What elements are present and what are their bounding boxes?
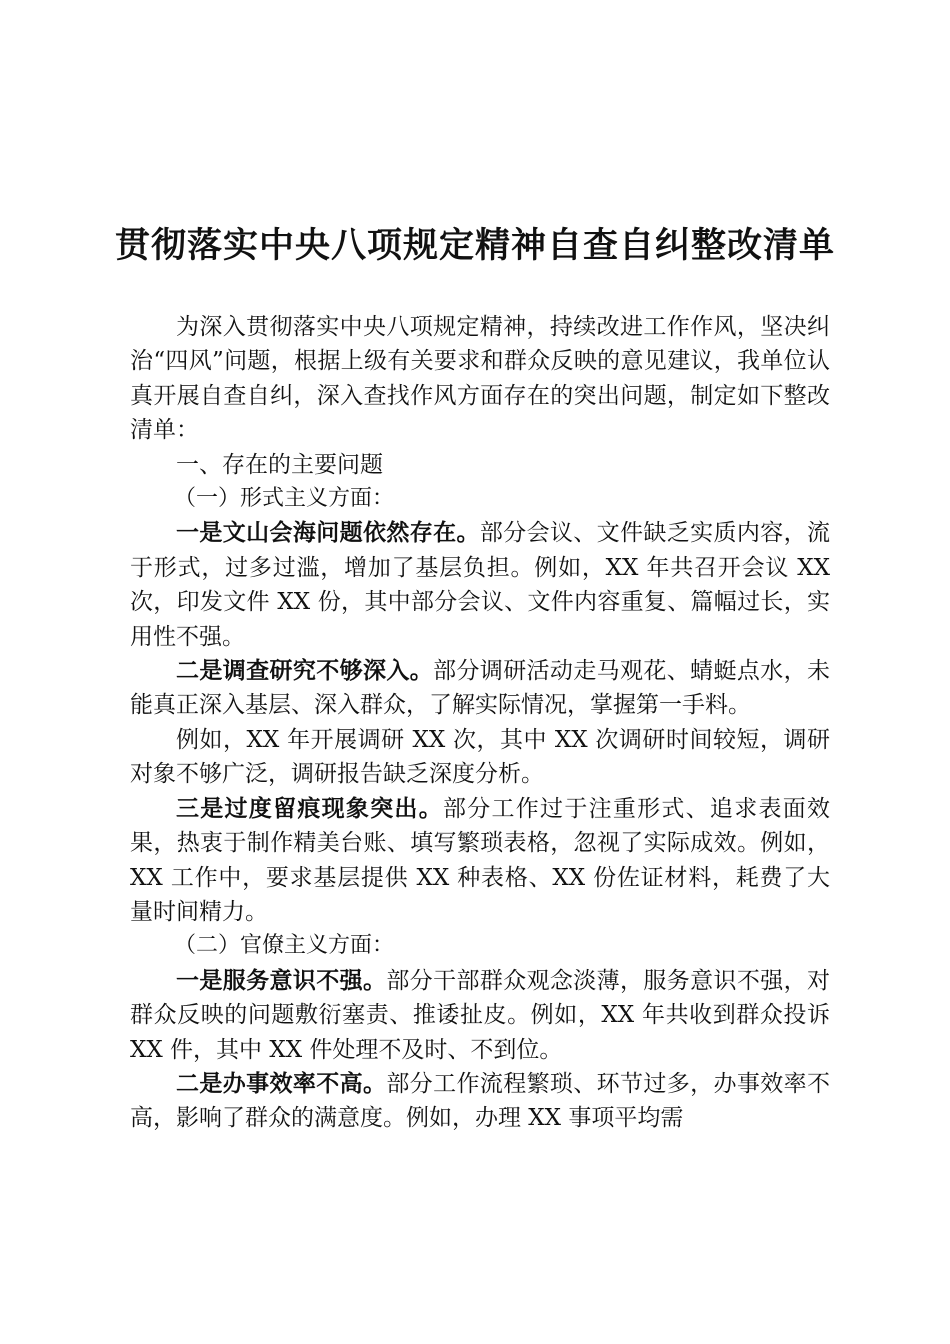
- problem-item-service: [130, 964, 830, 1067]
- problem-lead: 二是调查研究不够深入。: [176, 658, 434, 685]
- intro-paragraph: 为深入贯彻落实中央八项规定精神，持续改进工作作风，坚决纠治“四风”问题，根据上级有关要求和群众反映的意见建议，我单位认真开展自查自纠，深入查找作风方面存在的突出问题，制定如下整改清单：: [130, 314, 830, 444]
- problem-item-meetings: [130, 516, 830, 654]
- problem-text: 部分工作流程繁琐、环节过多，办事效率不高，影响了群众的满意度。例如，办理 XX 事项平均需: [130, 1070, 831, 1132]
- document-body: [130, 310, 830, 1136]
- problem-text: 部分调研活动走马观花、蜻蜓点水，未能真正深入基层、深入群众，了解实际情况，掌握第一手料。: [130, 658, 831, 719]
- research-example-paragraph: 例如，XX 年开展调研 XX 次，其中 XX 次调研时间较短，调研对象不够广泛，调研报告缺乏深度分析。: [130, 726, 830, 788]
- problem-text: 部分干部群众观念淡薄，服务意识不强，对群众反映的问题敷衍塞责、推诿扯皮。例如，XX 年共收到群众投诉 XX 件，其中 XX 件处理不及时、不到位。: [130, 967, 831, 1063]
- section-heading-main-problems: 一、存在的主要问题: [176, 451, 383, 478]
- subsection-heading-bureaucratism: （二）官僚主义方面：: [174, 933, 395, 959]
- problem-lead: 一是文山会海问题依然存在。: [176, 520, 480, 547]
- problem-lead: 一是服务意识不强。: [176, 967, 387, 994]
- problem-text: 部分会议、文件缺乏实质内容，流于形式，过多过滥，增加了基层负担。例如，XX 年共召开会议 XX 次，印发文件 XX 份，其中部分会议、文件内容重复、篇幅过长，实用性不强。: [130, 520, 831, 650]
- problem-lead: 二是办事效率不高。: [176, 1070, 387, 1097]
- subsection-heading-formalism: （一）形式主义方面：: [174, 486, 395, 512]
- document-title: 贯彻落实中央八项规定精神自查自纠整改清单: [114, 225, 835, 266]
- problem-item-research: [130, 654, 830, 723]
- problem-lead: 三是过度留痕现象突出。: [176, 795, 443, 822]
- problem-item-efficiency: [130, 1067, 830, 1136]
- problem-item-traces: [130, 792, 830, 930]
- problem-text: 部分工作过于注重形式、追求表面效果，热衷于制作精美台账、填写繁琐表格，忽视了实际成效。例如，XX 工作中，要求基层提供 XX 种表格、XX 份佐证材料，耗费了大量时间精力。: [130, 795, 831, 925]
